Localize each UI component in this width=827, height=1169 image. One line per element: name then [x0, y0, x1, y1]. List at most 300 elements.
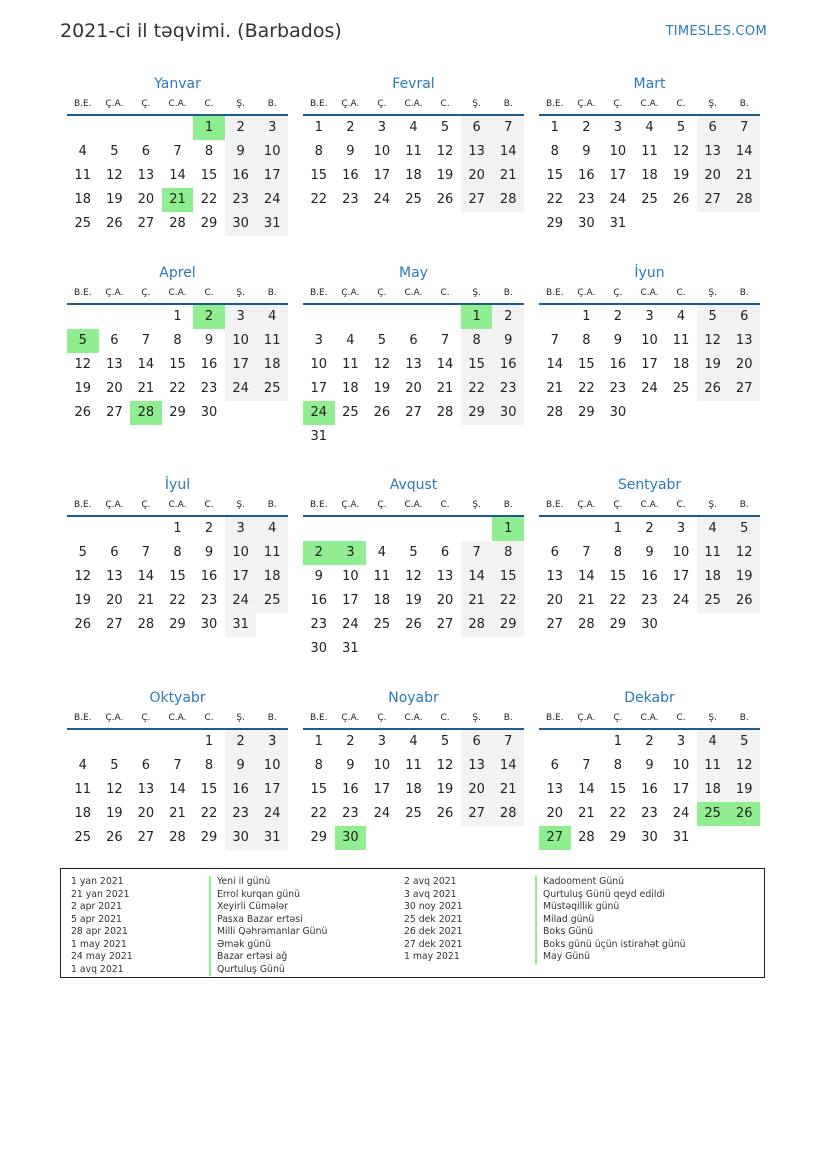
- weekday-label: Ç.: [141, 500, 151, 510]
- holiday-day-cell: 5: [67, 329, 99, 353]
- empty-cell: [130, 116, 162, 140]
- legend-entry: Əmək günü: [209, 939, 327, 952]
- weekday-label: Ç.A.: [105, 288, 124, 298]
- day-cell: 30: [578, 216, 595, 231]
- legend-entry: 1 may 2021: [404, 951, 460, 962]
- weekday-label: B.E.: [73, 99, 92, 109]
- weekend-day-cell: 5: [728, 730, 760, 754]
- day-cell: 13: [546, 782, 564, 797]
- day-cell: 21: [137, 593, 155, 608]
- weekend-day-cell: 10: [225, 541, 257, 565]
- day-cell: 6: [440, 545, 450, 560]
- day-cell: 29: [578, 405, 595, 420]
- day-cell: 28: [169, 830, 186, 845]
- day-cell: 4: [409, 120, 418, 135]
- legend-entry: Milad günü: [535, 914, 686, 927]
- day-cell: 3: [377, 120, 387, 135]
- day-cell: 9: [314, 569, 323, 584]
- day-cell: 4: [377, 545, 387, 560]
- day-grid: [67, 730, 288, 850]
- weekend-day-cell: 16: [225, 778, 257, 802]
- day-cell: 8: [582, 333, 591, 348]
- legend-entry: Qurtuluş Günü: [209, 964, 327, 977]
- day-cell: 28: [169, 216, 186, 231]
- weekend-day-cell: 31: [225, 613, 257, 637]
- day-cell: 20: [106, 593, 123, 608]
- day-cell: 15: [609, 569, 627, 584]
- legend-names-left: [209, 876, 327, 976]
- empty-cell: [571, 730, 603, 754]
- month-block: [539, 471, 760, 637]
- weekend-day-cell: 8: [492, 541, 524, 565]
- day-cell: 19: [106, 806, 123, 821]
- empty-cell: [99, 305, 131, 329]
- day-cell: 30: [641, 830, 658, 845]
- weekday-header: [303, 95, 524, 116]
- day-cell: 30: [641, 617, 658, 632]
- empty-cell: [539, 730, 571, 754]
- weekend-day-cell: 21: [461, 589, 493, 613]
- weekend-day-cell: 31: [256, 826, 288, 850]
- day-cell: 28: [578, 830, 595, 845]
- weekday-label: B.: [739, 288, 749, 298]
- legend-dates-left: [71, 876, 133, 976]
- weekday-label: Ş.: [708, 713, 717, 723]
- day-cell: 8: [314, 758, 323, 773]
- weekend-day-cell: 3: [225, 305, 257, 329]
- day-cell: 5: [78, 545, 87, 560]
- weekday-label: C.: [440, 500, 450, 510]
- day-cell: 17: [609, 168, 627, 183]
- weekend-day-cell: 13: [461, 140, 493, 164]
- weekend-day-cell: 24: [225, 589, 257, 613]
- weekend-day-cell: 20: [728, 353, 760, 377]
- day-cell: 5: [676, 120, 686, 135]
- day-cell: 25: [373, 617, 391, 632]
- day-cell: 30: [609, 405, 627, 420]
- day-cell: 2: [645, 734, 654, 749]
- holiday-day-cell: 25: [697, 802, 729, 826]
- holiday-day-cell: 1: [193, 116, 225, 140]
- weekend-day-cell: 14: [492, 140, 524, 164]
- legend-entry: 24 may 2021: [71, 951, 133, 962]
- weekday-label: C.A.: [168, 500, 187, 510]
- weekend-day-cell: 17: [225, 565, 257, 589]
- weekday-label: Ç.: [613, 288, 623, 298]
- weekday-label: C.A.: [404, 500, 423, 510]
- day-cell: 8: [550, 144, 559, 159]
- day-cell: 13: [137, 168, 155, 183]
- day-cell: 19: [373, 381, 391, 396]
- day-cell: 29: [169, 405, 186, 420]
- day-cell: 22: [169, 593, 186, 608]
- legend-entry: Bazar ertəsi ağ: [209, 951, 327, 964]
- day-cell: 16: [200, 569, 218, 584]
- weekday-label: B.E.: [545, 713, 564, 723]
- weekend-day-cell: 12: [697, 329, 729, 353]
- weekday-label: B.E.: [73, 288, 92, 298]
- weekend-day-cell: 22: [492, 589, 524, 613]
- day-cell: 30: [200, 617, 218, 632]
- day-cell: 19: [74, 593, 92, 608]
- legend-entry: Müstəqillik günü: [535, 901, 686, 914]
- weekend-day-cell: 17: [256, 164, 288, 188]
- day-cell: 13: [436, 569, 454, 584]
- weekday-label: C.A.: [168, 288, 187, 298]
- day-cell: 16: [578, 168, 595, 183]
- weekend-day-cell: 29: [461, 401, 493, 425]
- day-cell: 20: [137, 192, 155, 207]
- day-cell: 11: [641, 144, 658, 159]
- day-cell: 23: [342, 806, 359, 821]
- month-block: [67, 70, 288, 236]
- holiday-day-cell: 24: [303, 401, 335, 425]
- day-cell: 24: [609, 192, 627, 207]
- day-cell: 11: [405, 144, 422, 159]
- weekend-day-cell: 24: [256, 802, 288, 826]
- day-cell: 27: [405, 405, 422, 420]
- day-grid: [539, 305, 760, 425]
- month-block: [539, 70, 760, 236]
- day-cell: 31: [672, 830, 690, 845]
- day-cell: 27: [106, 617, 123, 632]
- weekday-header: [539, 496, 760, 517]
- day-cell: 11: [74, 168, 92, 183]
- weekday-label: B.E.: [309, 713, 328, 723]
- weekday-label: B.E.: [73, 713, 92, 723]
- day-cell: 9: [582, 144, 591, 159]
- weekday-label: Ç.: [377, 288, 387, 298]
- day-cell: 24: [641, 381, 658, 396]
- weekday-label: Ç.: [613, 99, 623, 109]
- day-cell: 17: [672, 782, 690, 797]
- day-cell: 5: [440, 734, 450, 749]
- weekday-label: B.E.: [545, 288, 564, 298]
- legend-entry: 5 apr 2021: [71, 913, 122, 925]
- day-cell: 16: [310, 593, 328, 608]
- weekday-label: B.: [267, 99, 277, 109]
- day-cell: 31: [609, 216, 627, 231]
- weekday-header: [539, 284, 760, 305]
- day-cell: 9: [346, 758, 355, 773]
- day-cell: 22: [609, 593, 627, 608]
- day-cell: 24: [373, 192, 391, 207]
- legend-entry: 1 yan 2021: [71, 876, 124, 887]
- holiday-day-cell: 30: [335, 826, 367, 850]
- empty-cell: [67, 116, 99, 140]
- weekend-day-cell: 11: [256, 329, 288, 353]
- day-cell: 6: [141, 144, 151, 159]
- day-cell: 4: [78, 758, 87, 773]
- weekend-day-cell: 3: [225, 517, 257, 541]
- weekday-label: B.: [503, 99, 513, 109]
- weekend-day-cell: 21: [492, 164, 524, 188]
- day-cell: 23: [609, 381, 627, 396]
- empty-cell: [67, 730, 99, 754]
- empty-cell: [366, 517, 398, 541]
- empty-cell: [130, 517, 162, 541]
- day-cell: 8: [173, 545, 182, 560]
- day-cell: 5: [377, 333, 387, 348]
- day-cell: 4: [78, 144, 87, 159]
- page-title: 2021-ci il təqvimi. (Barbados): [60, 20, 342, 42]
- day-cell: 16: [641, 782, 658, 797]
- day-cell: 2: [582, 120, 591, 135]
- day-cell: 21: [546, 381, 564, 396]
- weekend-day-cell: 4: [697, 730, 729, 754]
- legend-entry: Pasxa Bazar ertəsi: [209, 914, 327, 927]
- empty-cell: [162, 730, 194, 754]
- day-cell: 3: [645, 309, 654, 324]
- weekend-day-cell: 6: [697, 116, 729, 140]
- weekend-day-cell: 6: [728, 305, 760, 329]
- day-cell: 16: [342, 168, 359, 183]
- holiday-day-cell: 2: [193, 305, 225, 329]
- weekend-day-cell: 29: [492, 613, 524, 637]
- day-cell: 9: [204, 333, 214, 348]
- day-cell: 12: [74, 357, 92, 372]
- empty-cell: [99, 116, 131, 140]
- day-cell: 8: [173, 333, 182, 348]
- weekday-label: Ç.: [377, 713, 387, 723]
- empty-cell: [398, 305, 430, 329]
- weekday-label: B.E.: [545, 99, 564, 109]
- weekend-day-cell: 27: [461, 188, 493, 212]
- page-header: [60, 18, 767, 48]
- day-cell: 15: [546, 168, 564, 183]
- day-cell: 29: [546, 216, 564, 231]
- site-link[interactable]: TIMESLES.COM: [665, 24, 767, 39]
- weekend-day-cell: 26: [728, 589, 760, 613]
- day-cell: 3: [676, 734, 686, 749]
- weekday-label: B.: [267, 288, 277, 298]
- day-cell: 27: [137, 830, 155, 845]
- day-cell: 19: [672, 168, 690, 183]
- day-cell: 10: [609, 144, 627, 159]
- day-cell: 18: [672, 357, 690, 372]
- weekday-label: Ç.A.: [577, 288, 596, 298]
- day-cell: 28: [137, 617, 155, 632]
- empty-cell: [398, 517, 430, 541]
- weekend-day-cell: 27: [461, 802, 493, 826]
- day-cell: 3: [613, 120, 623, 135]
- weekday-label: Ç.A.: [577, 99, 596, 109]
- weekend-day-cell: 11: [697, 754, 729, 778]
- weekend-day-cell: 8: [461, 329, 493, 353]
- day-cell: 31: [342, 641, 359, 656]
- weekday-label: C.: [676, 99, 686, 109]
- day-cell: 3: [314, 333, 323, 348]
- weekday-label: Ç.: [141, 713, 151, 723]
- day-cell: 11: [74, 782, 92, 797]
- day-cell: 7: [582, 758, 591, 773]
- weekend-day-cell: 12: [728, 754, 760, 778]
- empty-cell: [67, 517, 99, 541]
- legend-entry: Milli Qəhrəmanlar Günü: [209, 926, 327, 939]
- day-cell: 11: [373, 569, 391, 584]
- weekend-day-cell: 12: [728, 541, 760, 565]
- month-name: Avqust: [389, 477, 438, 493]
- legend-entry: 27 dek 2021: [404, 938, 463, 950]
- month-block: [303, 471, 524, 661]
- month-name: May: [399, 265, 428, 281]
- day-cell: 3: [676, 521, 686, 536]
- day-cell: 25: [405, 192, 422, 207]
- day-cell: 29: [609, 830, 627, 845]
- day-cell: 19: [436, 782, 454, 797]
- weekend-day-cell: 6: [461, 730, 493, 754]
- weekend-day-cell: 18: [697, 778, 729, 802]
- empty-cell: [366, 305, 398, 329]
- day-cell: 15: [310, 782, 328, 797]
- weekend-day-cell: 9: [225, 140, 257, 164]
- weekday-label: C.: [676, 713, 686, 723]
- weekend-day-cell: 5: [728, 517, 760, 541]
- legend-entry: 21 yan 2021: [71, 888, 130, 900]
- weekend-day-cell: 16: [225, 164, 257, 188]
- weekend-day-cell: 7: [728, 116, 760, 140]
- day-grid: [67, 305, 288, 425]
- day-cell: 1: [173, 521, 182, 536]
- weekend-day-cell: 18: [697, 565, 729, 589]
- month-block: [67, 259, 288, 425]
- day-cell: 18: [405, 782, 422, 797]
- day-cell: 3: [377, 734, 387, 749]
- day-cell: 2: [204, 521, 214, 536]
- month-block: [303, 259, 524, 449]
- day-cell: 23: [310, 617, 328, 632]
- day-cell: 4: [409, 734, 418, 749]
- weekend-day-cell: 2: [492, 305, 524, 329]
- empty-cell: [429, 305, 461, 329]
- month-block: [539, 684, 760, 850]
- day-cell: 20: [546, 593, 564, 608]
- day-cell: 15: [169, 569, 186, 584]
- day-cell: 30: [310, 641, 328, 656]
- holiday-day-cell: 1: [492, 517, 524, 541]
- month-block: [67, 684, 288, 850]
- weekday-label: C.A.: [640, 713, 659, 723]
- day-cell: 21: [137, 381, 155, 396]
- day-cell: 1: [613, 734, 623, 749]
- day-cell: 11: [405, 758, 422, 773]
- day-cell: 29: [169, 617, 186, 632]
- month-name: Oktyabr: [149, 690, 206, 706]
- day-cell: 27: [137, 216, 155, 231]
- day-cell: 7: [141, 545, 151, 560]
- day-cell: 6: [550, 758, 559, 773]
- weekend-day-cell: 11: [256, 541, 288, 565]
- legend-entry: Xeyirli Cümələr: [209, 901, 327, 914]
- day-cell: 24: [672, 593, 690, 608]
- day-cell: 23: [200, 593, 218, 608]
- month-name: İyun: [634, 265, 665, 281]
- weekend-day-cell: 23: [492, 377, 524, 401]
- day-cell: 11: [342, 357, 359, 372]
- day-cell: 6: [141, 758, 151, 773]
- weekday-label: C.A.: [168, 99, 187, 109]
- legend-entry: Kadooment Günü: [535, 876, 686, 889]
- weekend-day-cell: 14: [492, 754, 524, 778]
- day-cell: 26: [405, 617, 422, 632]
- weekday-label: C.A.: [640, 288, 659, 298]
- day-cell: 19: [405, 593, 422, 608]
- day-cell: 25: [74, 216, 92, 231]
- day-cell: 6: [550, 545, 559, 560]
- weekday-label: Ç.: [613, 713, 623, 723]
- month-name: Noyabr: [388, 690, 439, 706]
- weekday-label: C.: [204, 713, 214, 723]
- day-cell: 24: [342, 617, 359, 632]
- weekend-day-cell: 27: [697, 188, 729, 212]
- legend-entry: Qurtuluş Günü qeyd edildi: [535, 889, 686, 902]
- day-grid: [539, 730, 760, 850]
- day-cell: 14: [436, 357, 454, 372]
- day-cell: 25: [342, 405, 359, 420]
- day-cell: 7: [141, 333, 151, 348]
- weekday-label: Ç.: [377, 500, 387, 510]
- weekday-label: Ç.A.: [341, 99, 360, 109]
- day-cell: 9: [204, 545, 214, 560]
- day-cell: 28: [436, 405, 454, 420]
- day-cell: 28: [578, 617, 595, 632]
- weekend-day-cell: 23: [225, 802, 257, 826]
- weekday-label: Ç.: [377, 99, 387, 109]
- weekend-day-cell: 25: [256, 589, 288, 613]
- legend-entry: 28 apr 2021: [71, 926, 128, 937]
- day-cell: 2: [346, 734, 355, 749]
- day-cell: 13: [106, 357, 123, 372]
- day-cell: 16: [609, 357, 627, 372]
- day-grid: [303, 305, 524, 449]
- day-cell: 5: [440, 120, 450, 135]
- day-cell: 14: [169, 782, 186, 797]
- day-cell: 12: [74, 569, 92, 584]
- day-cell: 16: [342, 782, 359, 797]
- weekday-label: B.: [503, 713, 513, 723]
- legend-entry: 3 avq 2021: [404, 888, 457, 900]
- weekday-label: C.: [204, 99, 214, 109]
- day-cell: 4: [346, 333, 355, 348]
- weekday-label: Ş.: [236, 288, 245, 298]
- empty-cell: [130, 730, 162, 754]
- weekend-day-cell: 20: [461, 164, 493, 188]
- legend-entry: Yeni il günü: [209, 876, 327, 889]
- day-cell: 26: [436, 192, 454, 207]
- day-cell: 15: [200, 782, 218, 797]
- weekday-label: C.A.: [640, 500, 659, 510]
- day-cell: 8: [613, 758, 623, 773]
- weekday-label: C.A.: [404, 99, 423, 109]
- weekday-label: Ç.A.: [105, 713, 124, 723]
- legend-entry: 2 apr 2021: [71, 901, 122, 912]
- weekend-day-cell: 28: [492, 802, 524, 826]
- weekday-header: [67, 496, 288, 517]
- day-cell: 9: [346, 144, 355, 159]
- weekend-day-cell: 18: [256, 353, 288, 377]
- weekday-label: B.: [503, 288, 513, 298]
- empty-cell: [303, 517, 335, 541]
- holiday-day-cell: 21: [162, 188, 194, 212]
- weekend-day-cell: 15: [492, 565, 524, 589]
- day-cell: 23: [578, 192, 595, 207]
- weekday-label: Ş.: [236, 500, 245, 510]
- day-cell: 14: [578, 569, 595, 584]
- legend-entry: 30 noy 2021: [404, 901, 463, 912]
- day-cell: 22: [200, 806, 218, 821]
- weekday-label: B.: [267, 500, 277, 510]
- day-cell: 7: [173, 144, 182, 159]
